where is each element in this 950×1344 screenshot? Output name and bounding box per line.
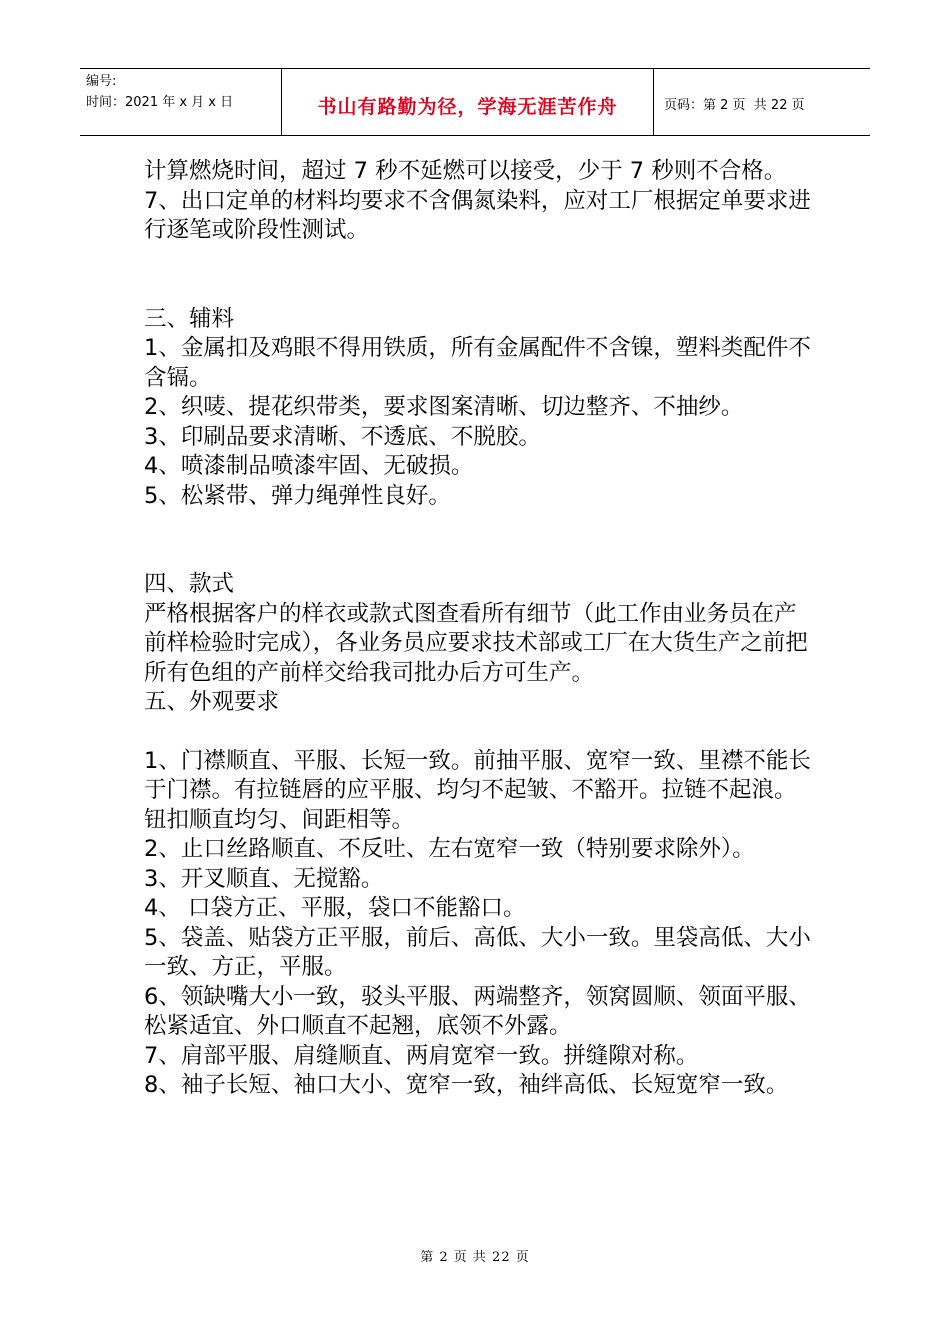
header-time-label: 时间：2021 年 x 月 x 日 (86, 95, 234, 110)
list-item: 1、金属扣及鸡眼不得用铁质，所有金属配件不含镍，塑料类配件不含镉。 (144, 335, 811, 391)
list-item: 6、领缺嘴大小一致，驳头平服、两端整齐，领窝圆顺、领面平服、松紧适宜、外口顺直不起翘，底领不外露。 (144, 983, 811, 1039)
paragraph: 计算燃烧时间，超过 7 秒不延燃可以接受，少于 7 秒则不合格。 (144, 158, 787, 184)
section-heading: 三、辅料 (144, 305, 235, 332)
document-body (144, 157, 812, 1101)
list-item: 4、 口袋方正、平服，袋口不能豁口。 (144, 895, 526, 921)
header-motto: 书山有路勤为径，学海无涯苦作舟 (282, 69, 654, 135)
header-meta (80, 69, 282, 135)
list-item: 4、喷漆制品喷漆牢固、无破损。 (144, 453, 474, 479)
section-heading: 五、外观要求 (144, 689, 280, 715)
paragraph: 7、出口定单的材料均要求不含偶氮染料，应对工厂根据定单要求进行逐笔或阶段性测试。 (144, 187, 811, 243)
list-item: 2、止口丝路顺直、不反吐、左右宽窄一致（特别要求除外）。 (144, 836, 755, 862)
section-heading: 四、款式 (144, 571, 235, 597)
header-page-info: 页码：第 2 页 共 22 页 (664, 97, 805, 113)
list-item: 5、袋盖、贴袋方正平服，前后、高低、大小一致。里袋高低、大小一致、方正，平服。 (144, 924, 811, 980)
list-item: 5、松紧带、弹力绳弹性良好。 (144, 482, 451, 509)
list-item: 8、袖子长短、袖口大小、宽窄一致，袖绊高低、长短宽窄一致。 (144, 1072, 789, 1098)
list-item: 3、印刷品要求清晰、不透底、不脱胶。 (144, 423, 541, 450)
page-header (80, 68, 870, 136)
list-item: 1、门襟顺直、平服、长短一致。前抽平服、宽窄一致、里襟不能长于门襟。有拉链唇的应平服、均匀不起皱、不豁开。拉链不起浪。钮扣顺直均匀、间距相等。 (144, 747, 811, 833)
page-footer: 第 2 页 共 22 页 (420, 1250, 530, 1265)
paragraph: 严格根据客户的样衣或款式图查看所有细节（此工作由业务员在产前样检验时完成），各业务员应要求技术部或工厂在大货生产之前把所有色组的产前样交给我司批办后方可生产。 (144, 600, 808, 686)
list-item: 3、开叉顺直、无搅豁。 (144, 865, 384, 892)
header-page-info-cell (654, 69, 870, 135)
list-item: 7、肩部平服、肩缝顺直、两肩宽窄一致。拼缝隙对称。 (144, 1042, 699, 1069)
list-item: 2、织唛、提花织带类，要求图案清晰、切边整齐、不抽纱。 (144, 394, 744, 420)
header-number-label: 编号: (86, 74, 117, 89)
